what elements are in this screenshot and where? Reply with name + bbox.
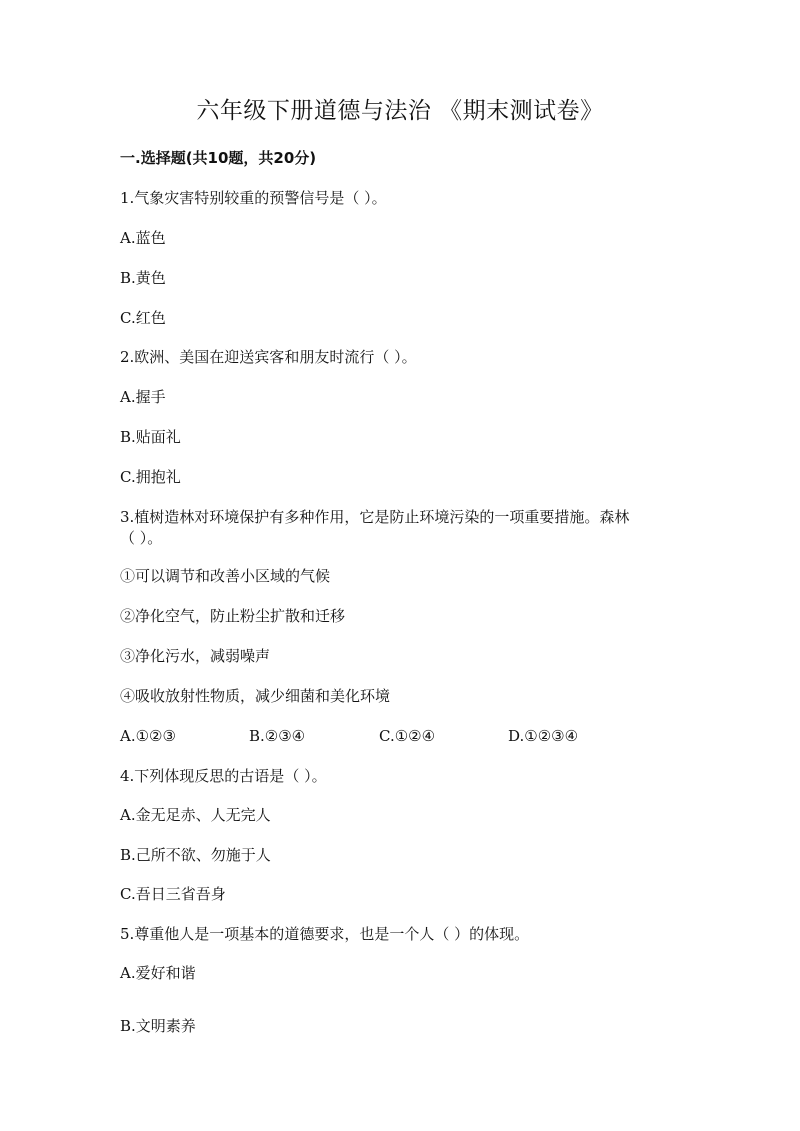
question-3-statement-3: ③净化污水，减弱噪声 bbox=[120, 647, 271, 665]
page-title: 六年级下册道德与法治 《期末测试卷》 bbox=[196, 98, 604, 124]
question-3-option-c: C.①②④ bbox=[379, 727, 436, 745]
section-heading: 一.选择题(共10题，共20分) bbox=[120, 149, 317, 167]
question-1-option-a: A.蓝色 bbox=[120, 229, 166, 247]
question-3-statement-1: ①可以调节和改善小区域的气候 bbox=[120, 567, 331, 585]
question-2-option-a: A.握手 bbox=[120, 388, 166, 406]
question-3-option-a: A.①②③ bbox=[120, 727, 176, 745]
question-3-option-b: B.②③④ bbox=[249, 727, 306, 745]
question-2-option-b: B.贴面礼 bbox=[120, 428, 181, 446]
question-5-stem: 5.尊重他人是一项基本的道德要求，也是一个人（ ）的体现。 bbox=[120, 925, 530, 943]
question-1-option-c: C.红色 bbox=[120, 309, 166, 327]
question-4-option-b: B.己所不欲、勿施于人 bbox=[120, 846, 271, 864]
question-2-stem: 2.欧洲、美国在迎送宾客和朋友时流行（ ）。 bbox=[120, 348, 417, 366]
question-1-option-b: B.黄色 bbox=[120, 269, 166, 287]
question-4-stem: 4.下列体现反思的古语是（ ）。 bbox=[120, 767, 327, 785]
question-5-option-a: A.爱好和谐 bbox=[120, 964, 196, 982]
question-3-statement-2: ②净化空气，防止粉尘扩散和迁移 bbox=[120, 607, 346, 625]
question-4-option-a: A.金无足赤、人无完人 bbox=[120, 806, 271, 824]
question-4-option-c: C.吾日三省吾身 bbox=[120, 885, 226, 903]
question-2-option-c: C.拥抱礼 bbox=[120, 468, 181, 486]
question-3-stem-line-2: （ ）。 bbox=[120, 529, 163, 547]
question-5-option-b: B.文明素养 bbox=[120, 1017, 196, 1035]
question-3-option-d: D.①②③④ bbox=[508, 727, 579, 745]
question-3-statement-4: ④吸收放射性物质，减少细菌和美化环境 bbox=[120, 687, 391, 705]
question-1-stem: 1.气象灾害特别较重的预警信号是（ ）。 bbox=[120, 189, 387, 207]
question-3-stem-line-1: 3.植树造林对环境保护有多种作用，它是防止环境污染的一项重要措施。森林 bbox=[120, 508, 630, 526]
